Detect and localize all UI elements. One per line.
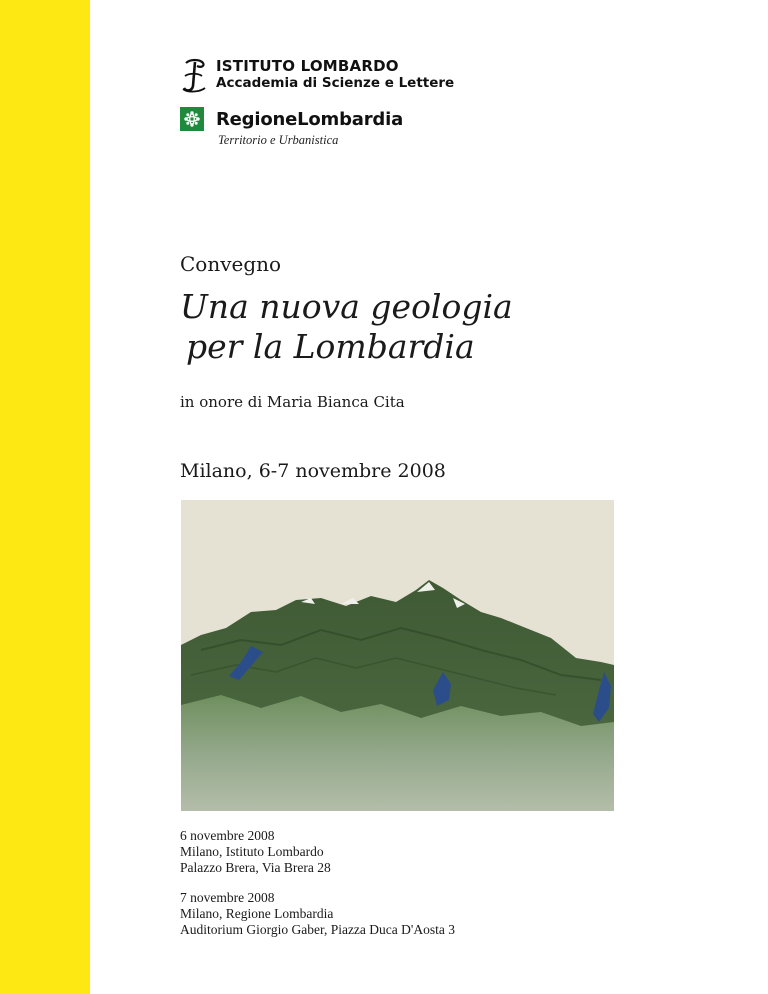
session-2-address: Auditorium Giorgio Gaber, Piazza Duca D'Aosta 3 [180, 922, 455, 937]
event-place-dates: Milano, 6-7 novembre 2008 [180, 460, 446, 482]
event-type: Convegno [180, 252, 282, 276]
event-title [180, 287, 660, 367]
event-dedication: in onore di Maria Bianca Cita [180, 393, 405, 411]
lombardy-satellite-map [181, 500, 614, 811]
session-day-2 [180, 890, 580, 938]
session-info [180, 828, 580, 938]
regione-name: RegioneLombardia [216, 108, 404, 130]
session-1-location: Milano, Istituto Lombardo [180, 844, 324, 859]
istituto-lombardo-logo [180, 58, 510, 98]
session-2-date: 7 novembre 2008 [180, 890, 275, 905]
yellow-side-band [0, 0, 90, 994]
event-title-line1: Una nuova geologia [180, 287, 513, 326]
session-day-1 [180, 828, 580, 876]
event-title-line2: per la Lombardia [186, 327, 475, 366]
istituto-lombardo-emblem-icon [180, 58, 208, 94]
istituto-name: ISTITUTO LOMBARDO [216, 57, 399, 75]
regione-department: Territorio e Urbanistica [218, 133, 339, 147]
rosa-camuna-icon [180, 107, 204, 131]
logo-block [180, 58, 510, 148]
session-1-address: Palazzo Brera, Via Brera 28 [180, 860, 331, 875]
session-1-date: 6 novembre 2008 [180, 828, 275, 843]
session-2-location: Milano, Regione Lombardia [180, 906, 334, 921]
regione-lombardia-logo [180, 106, 510, 132]
istituto-subtitle: Accademia di Scienze e Lettere [216, 75, 455, 91]
